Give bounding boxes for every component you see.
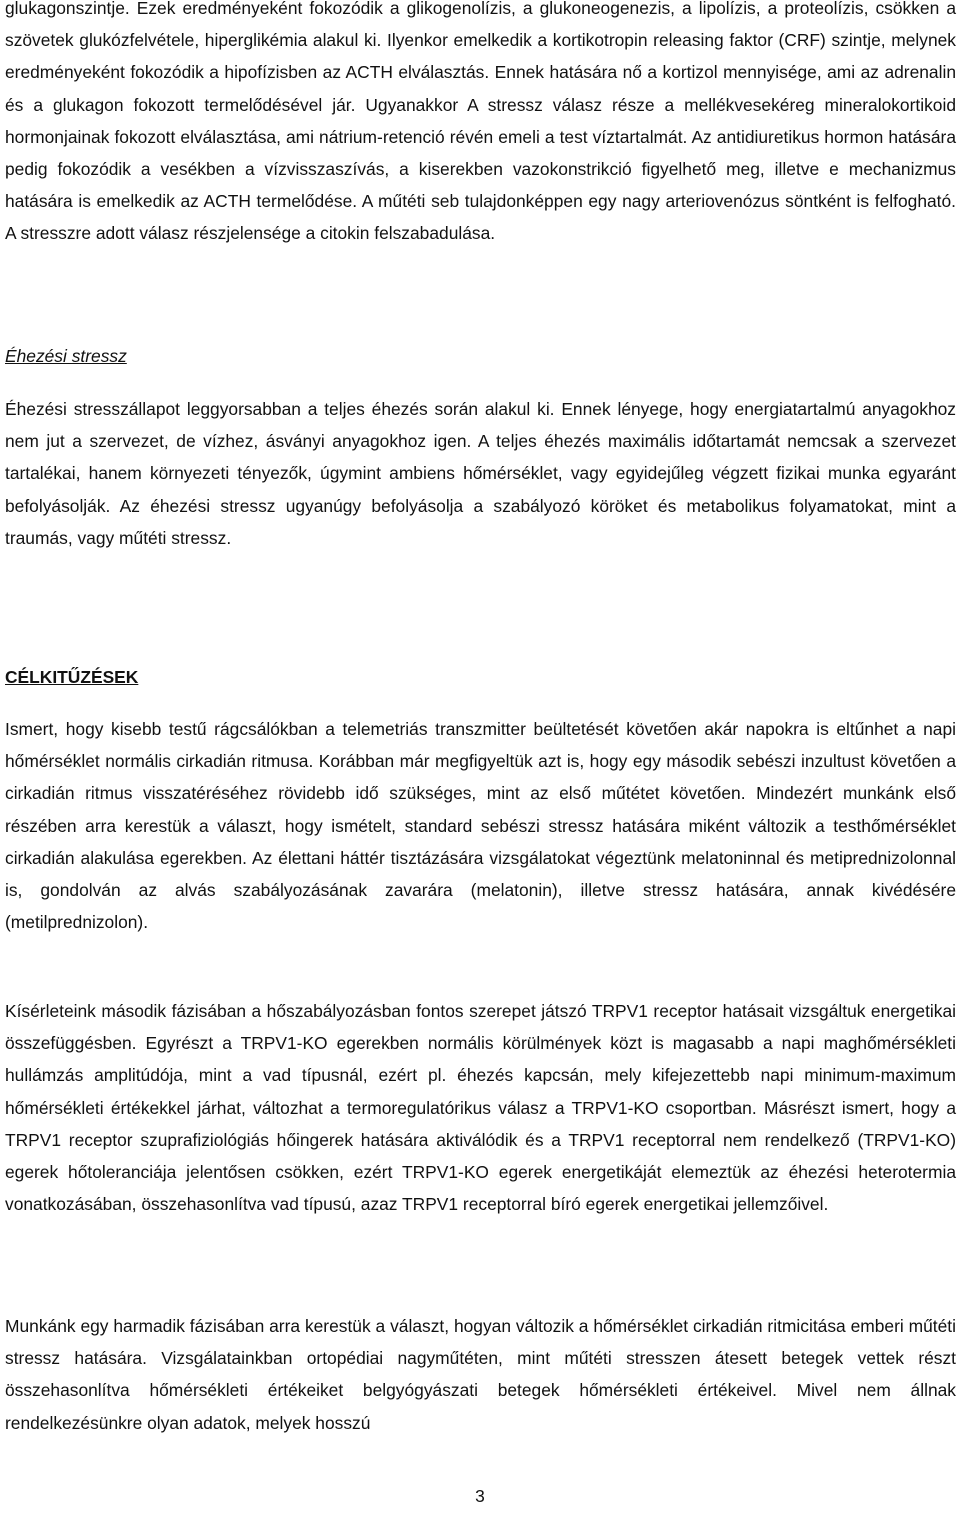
paragraph-aims-3: Munkánk egy harmadik fázisában arra kerestük a választ, hogyan változik a hőmérséklet cirkadián ritmicitása emberi műtéti stressz hatására. Vizsgálatainkban ortopédiai nagyműtéten, mint műtéti stresszen átesett betegek vettek részt összehasonlítva hőmérsékleti értékeiket belgyógyászati betegek hőmérsékleti értékeivel. Mivel nem állnak rendelkezésünkre olyan adatok, melyek hosszú [5, 1316, 956, 1433]
paragraph-starvation-stress: Éhezési stresszállapot leggyorsabban a teljes éhezés során alakul ki. Ennek lényege, hogy energiatartalmú anyagokhoz nem jut a szervezet, de vízhez, ásványi anyagokhoz igen. A teljes éhezés maximális időtartamát nemcsak a szervezet tartalékai, hanem környezeti tényezők, úgymint ambiens hőmérséklet, vagy egyidejűleg végzett fizikai munka egyaránt befolyásolják. Az éhezési stressz ugyanúgy befolyásolja a szabályozó köröket és metabolikus folyamatokat, mint a traumás, vagy műtéti stressz. [5, 399, 956, 548]
paragraph-aims-1: Ismert, hogy kisebb testű rágcsálókban a telemetriás transzmitter beültetését követően akár napokra is eltűnhet a napi hőmérséklet normális cirkadián ritmusa. Korábban már megfigyeltük azt is, hogy egy második sebészi inzultust követően a cirkadián ritmus visszatéréséhez rövidebb idő szükséges, mint az első műtétet követően. Mindezért munkánk első részében arra kerestük a választ, hogy ismételt, standard sebészi stressz hatására miként változik a testhőmérséklet cirkadián alakulása egerekben. Az élettani háttér tisztázására vizsgálatokat végeztünk melatoninnal és metiprednizolonnal is, gondolván az alvás szabályozásának zavarára (melatonin), illetve stressz hatására, annak kivédésére (metilprednizolon). [5, 719, 956, 933]
page-number: 3 [475, 1486, 485, 1506]
paragraph-aims-2: Kísérleteink második fázisában a hőszabályozásban fontos szerepet játszó TRPV1 receptor hatásait vizsgáltuk energetikai összefüggésben. Egyrészt a TRPV1-KO egerekben normális körülmények közt is magasabb a napi maghőmérsékleti hullámzás amplitúdója, mint a vad típusnál, ezért pl. éhezés kapcsán, mely kifejezettebb napi minimum-maximum hőmérsékleti értékekkel járhat, változhat a termoregulatórikus válasz a TRPV1-KO csoportban. Másrészt ismert, hogy a TRPV1 receptor szuprafiziológiás hőingerek hatására aktiválódik és a TRPV1 receptorral nem rendelkező (TRPV1-KO) egerek hőtoleranciája jelentősen csökken, ezért TRPV1-KO egerek energetikáját elemeztük az éhezési heterotermia vonatkozásában, összehasonlítva vad típusú, azaz TRPV1 receptorral bíró egerek energetikai jellemzőivel. [5, 1001, 956, 1215]
section-heading-celkituzesek: CÉLKITŰZÉSEK [5, 667, 139, 687]
paragraph-stress-response: glukagonszintje. Ezek eredményeként fokozódik a glikogenolízis, a glukoneogenezis, a lipolízis, a proteolízis, csökken a szövetek glukózfelvétele, hiperglikémia alakul ki. Ilyenkor emelkedik a kortikotropin releasing faktor (CRF) szintje, melynek eredményeként fokozódik a hipofízisben az ACTH elválasztás. Ennek hatására nő a kortizol mennyisége, ami az adrenalin és a glukagon fokozott termelődésével jár. Ugyanakkor A stressz válasz része a mellékvesekéreg mineralokortikoid hormonjainak fokozott elválasztása, ami nátrium-retenció révén emeli a test víztartalmát. Az antidiuretikus hormon hatására pedig fokozódik a vesékben a vízvisszaszívás, a kiserekben vazokonstrikció figyelhető meg, illetve e mechanizmus hatására is emelkedik az ACTH termelődése. A műtéti seb tulajdonképpen egy nagy arteriovenózus söntként is felfogható. A stresszre adott válasz részjelensége a citokin felszabadulása. [5, 0, 956, 244]
section-heading-ehezesi-stressz: Éhezési stressz [5, 346, 127, 366]
